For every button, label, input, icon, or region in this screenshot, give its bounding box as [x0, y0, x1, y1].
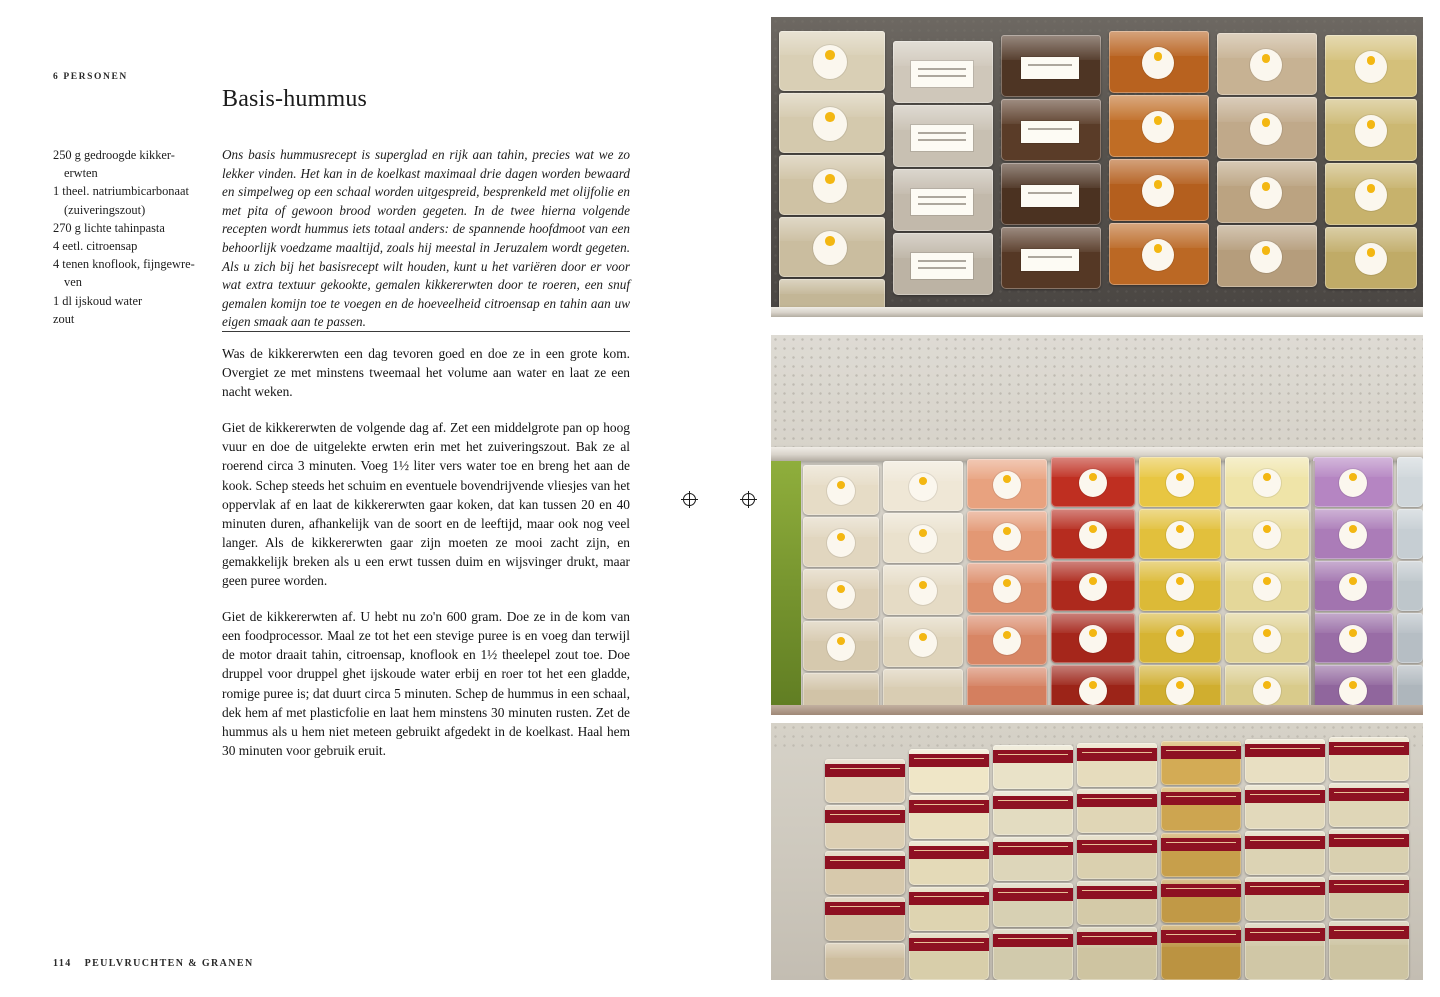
tub	[1397, 613, 1423, 663]
tub	[1225, 509, 1309, 559]
tub	[803, 621, 879, 671]
tub	[993, 883, 1073, 927]
tub	[883, 461, 963, 511]
tub	[1313, 561, 1393, 611]
tub	[1077, 743, 1157, 787]
tub	[893, 169, 993, 231]
tub	[1217, 161, 1317, 223]
tub	[803, 517, 879, 567]
tub	[967, 459, 1047, 509]
tub	[1001, 35, 1101, 97]
tub	[1225, 613, 1309, 663]
photo-page	[771, 17, 1423, 980]
ingredient-text: 4 eetl. citroensap	[53, 239, 138, 254]
page-footer	[53, 958, 254, 969]
tub	[779, 155, 885, 215]
tub	[1161, 833, 1241, 877]
tub	[1109, 31, 1209, 93]
tub	[1001, 99, 1101, 161]
ingredient-text: 1 theel. natriumbicarbonaat	[53, 184, 189, 199]
tub	[1001, 227, 1101, 289]
shelf-middle-photo	[771, 335, 1423, 715]
tub	[1313, 457, 1393, 507]
tub	[1217, 97, 1317, 159]
list-item	[53, 237, 205, 255]
list-item	[53, 219, 205, 237]
page-title: Basis-hummus	[222, 86, 368, 113]
list-item	[53, 292, 205, 310]
tub	[993, 929, 1073, 980]
registration-mark-icon	[742, 493, 755, 506]
tub	[1325, 99, 1417, 161]
tub	[1325, 227, 1417, 289]
tub	[1051, 561, 1135, 611]
tub	[909, 841, 989, 885]
tub	[1217, 33, 1317, 95]
tub	[1329, 737, 1409, 781]
page-number: 114	[53, 958, 72, 969]
shelf-bottom-photo	[771, 723, 1423, 980]
ingredient-text: 270 g lichte tahinpasta	[53, 220, 165, 235]
tub	[1329, 875, 1409, 919]
list-item	[53, 310, 205, 328]
tub	[779, 93, 885, 153]
tub	[825, 805, 905, 849]
tub	[1051, 457, 1135, 507]
tub	[825, 759, 905, 803]
list-item	[53, 255, 205, 291]
tub	[1329, 829, 1409, 873]
shelf-divider	[1311, 461, 1315, 715]
tub	[1077, 881, 1157, 925]
tub	[1245, 877, 1325, 921]
tub	[1225, 561, 1309, 611]
ingredients-list	[53, 146, 205, 328]
perforated-board	[771, 335, 1423, 451]
tub	[1329, 783, 1409, 827]
tub	[1397, 509, 1423, 559]
tub	[893, 41, 993, 103]
tub	[825, 943, 905, 980]
list-item	[53, 146, 205, 182]
tub	[1109, 223, 1209, 285]
tub	[1051, 613, 1135, 663]
shelf-price-strip	[771, 705, 1423, 715]
tub	[1329, 921, 1409, 980]
tub	[993, 791, 1073, 835]
shelf-top-photo	[771, 17, 1423, 317]
tub	[1077, 789, 1157, 833]
tub	[967, 563, 1047, 613]
tub	[909, 887, 989, 931]
tub	[993, 745, 1073, 789]
tub	[1325, 35, 1417, 97]
list-item	[53, 182, 205, 218]
tub	[1161, 741, 1241, 785]
tub	[1313, 509, 1393, 559]
ingredient-text: 1 dl ijskoud water	[53, 293, 143, 308]
tub	[1397, 561, 1423, 611]
tub	[1001, 163, 1101, 225]
tub	[803, 465, 879, 515]
ingredient-continuation: (zuiveringszout)	[64, 202, 146, 217]
tub	[1245, 739, 1325, 783]
tub	[893, 105, 993, 167]
tub	[1313, 613, 1393, 663]
tub	[909, 749, 989, 793]
ingredient-text: zout	[53, 311, 75, 326]
tub	[1109, 95, 1209, 157]
tub	[1139, 561, 1221, 611]
method-paragraph: Was de kikkererwten een dag tevoren goed en doe ze in een grote kom. Overgiet ze met minstens tweemaal het volume aan water en laat ze een nacht weken.	[222, 346, 630, 400]
tub	[1139, 613, 1221, 663]
tub	[967, 615, 1047, 665]
servings-label: 6 PERSONEN	[53, 72, 128, 82]
tub	[1397, 457, 1423, 507]
method-paragraph: Giet de kikkererwten de volgende dag af. Zet een middelgrote pan op hoog vuur en doe de uitgelekte erwten erin met het zuiveringszout. Bak ze al roerend circa 3 minuten. Voeg 1½ liter vers water toe en breng het aan de kook. Schep steeds het schuim en eventuele bovendrijvende vliesjes van het oppervlak af en laat de kikkererwten gaar koken, dat kan tussen 20 en 40 minuten duren, afhankelijk van de soort en de leeftijd, maar ook nog veel langer. Als de kikkererwten gaar zijn moeten ze mooi zacht zijn, en gemakkelijk breken als u een erwt tussen duim en wijsvinger drukt, maar geen puree worden.	[222, 420, 630, 589]
tub	[825, 897, 905, 941]
tub	[803, 569, 879, 619]
tub	[1217, 225, 1317, 287]
tub	[1139, 509, 1221, 559]
method-paragraph: Giet de kikkererwten af. U hebt nu zo'n 600 gram. Doe ze in de kom van een foodprocessor. Maal ze tot het een stevige puree is en voeg dan terwijl de motor draait tahin, citroensap, knoflook en 1½ theelepel zout toe. Doe druppel voor druppel ghet ijskoude water erbij en roer tot het een gladde, romige puree is; dat duurt circa 5 minuten. Schep de hummus in een schaal, dek hem af met plasticfolie en laat hem minstens 30 minuten rusten. Zet de hummus als u hem niet meteen gebruikt afgedekt in de koelkast. Haal hem 30 minuten voor gebruik eruit.	[222, 609, 630, 758]
tub	[1161, 879, 1241, 923]
tub	[967, 511, 1047, 561]
tub	[1161, 925, 1241, 980]
tub	[993, 837, 1073, 881]
tub	[883, 565, 963, 615]
tub	[909, 795, 989, 839]
tub	[779, 217, 885, 277]
recipe-method	[222, 344, 630, 760]
ingredient-text: 4 tenen knoflook, fijngewre-	[53, 257, 195, 272]
tub	[1161, 787, 1241, 831]
tub	[893, 233, 993, 295]
divider	[222, 331, 630, 332]
tub	[1325, 163, 1417, 225]
shelf-edge	[771, 307, 1423, 317]
tub	[1225, 457, 1309, 507]
tub	[1077, 927, 1157, 980]
tub	[779, 31, 885, 91]
tub	[1051, 509, 1135, 559]
registration-mark-icon	[683, 493, 696, 506]
tub	[1245, 831, 1325, 875]
tub	[1109, 159, 1209, 221]
tub	[825, 851, 905, 895]
ingredient-continuation: erwten	[64, 166, 98, 181]
ingredient-continuation: ven	[64, 275, 82, 290]
tub	[1245, 785, 1325, 829]
tub	[1077, 835, 1157, 879]
produce-greens	[771, 461, 801, 715]
tub	[883, 617, 963, 667]
tub	[883, 513, 963, 563]
tub	[909, 933, 989, 980]
tub	[1245, 923, 1325, 980]
ingredient-text: 250 g gedroogde kikker-	[53, 148, 175, 162]
tub	[1139, 457, 1221, 507]
section-name: PEULVRUCHTEN & GRANEN	[84, 958, 254, 969]
recipe-intro: Ons basis hummusrecept is superglad en rijk aan tahin, precies wat we zo lekker vinden. Het kan in de koelkast maximaal drie dagen worden bewaard en simpelweg op een schaal worden uitgespreid, besprenkeld met olijfolie en met pita of gewoon brood worden gegeten. In de twee hierna volgende recepten wordt hummus iets totaal anders: de spannende hoofdmoot van een behoorlijk voedzame maaltijd, zoals hij meestal in Jeruzalem wordt gegeten. Als u zich bij het basisrecept wilt houden, kunt u het variëren door er voor wat extra textuur gekookte, gemalen kikkererwten door te roeren, een snuf gemalen komijn toe te voegen en de hoeveelheid citroensap en tahin aan uw eigen smaak aan te passen.	[222, 147, 630, 330]
